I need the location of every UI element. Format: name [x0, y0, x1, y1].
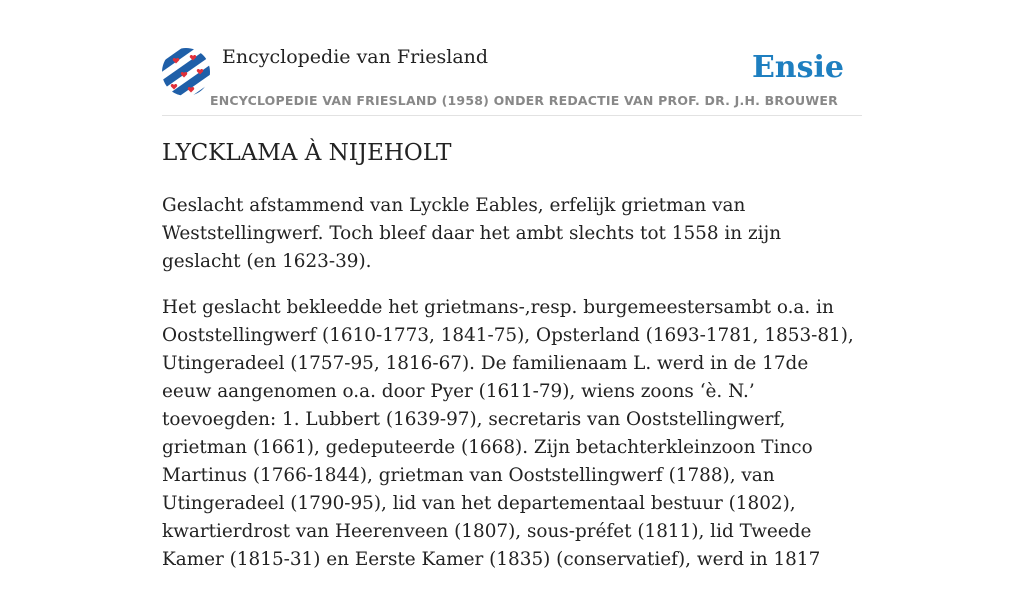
friesland-flag-icon[interactable]: [162, 48, 210, 96]
site-header: [162, 46, 862, 116]
article-body: [162, 192, 862, 592]
page-title: LYCKLAMA À NIJEHOLT: [162, 140, 452, 166]
article-paragraph: Geslacht afstammend van Lyckle Eables, erfelijk grietman van Weststellingwerf. Toch bleef daar het ambt slechts tot 1558 in zijn geslacht (en 1623-39).: [162, 195, 782, 272]
site-subtitle: ENCYCLOPEDIE VAN FRIESLAND (1958) ONDER REDACTIE VAN PROF. DR. J.H. BROUWER: [210, 93, 838, 108]
ensie-logo-link[interactable]: Ensie: [751, 50, 844, 85]
site-title[interactable]: Encyclopedie van Friesland: [222, 46, 489, 68]
article-paragraph: Het geslacht bekleedde het grietmans-,resp. burgemeestersambt o.a. in Ooststellingwerf (1610-1773, 1841-75), Opsterland (1693-1781, 1853-81), Utingeradeel (1757-95, 1816-67). De familienaam L. werd in de 17de eeuw aangenomen o.a. door Pyer (1611-79), wiens zoons ‘è. N.’ toevoegden: 1. Lubbert (1639-97), secretaris van Ooststellingwerf, grietman (1661), gedeputeerde (1668). Zijn betachterkleinzoon Tinco Martinus (1766-1844), grietman van Ooststellingwerf (1788), van Utingeradeel (1790-95), lid van het departementaal bestuur (1802), kwartierdrost van Heerenveen (1807), sous-préfet (1811), lid Tweede Kamer (1815-31) en Eerste Kamer (1835) (conservatief), werd in 1817: [162, 297, 854, 570]
